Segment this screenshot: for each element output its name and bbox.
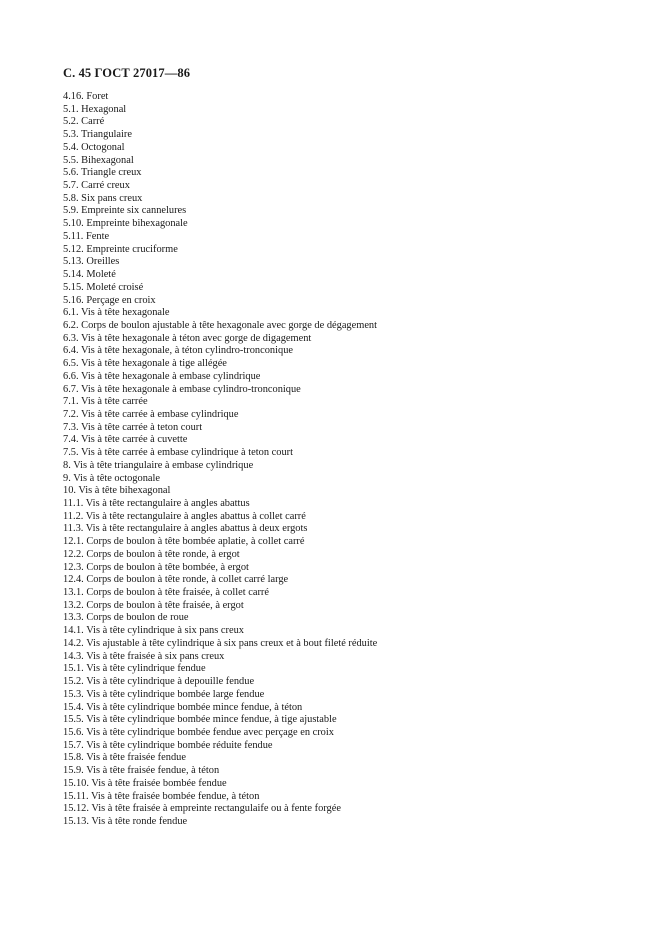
list-item: 15.5. Vis à tête cylindrique bombée mince fendue, à tige ajustable — [63, 714, 337, 726]
list-item: 10. Vis à tête bihexagonal — [63, 485, 171, 497]
list-item: 5.1. Hexagonal — [63, 103, 127, 115]
list-item: 15.12. Vis à tête fraisée à empreinte rectangulaife ou à fente forgée — [63, 803, 341, 815]
list-item: 15.11. Vis à tête fraisée bombée fendue, à téton — [63, 790, 260, 802]
list-item: 12.1. Corps de boulon à tête bombée aplatie, à collet carré — [63, 536, 305, 548]
list-item: 15.4. Vis à tête cylindrique bombée mince fendue, à téton — [63, 701, 303, 713]
list-item: 6.6. Vis à tête hexagonale à embase cylindrique — [63, 370, 261, 382]
list-item: 11.1. Vis à tête rectangulaire à angles abattus — [63, 498, 250, 509]
list-item: 7.3. Vis à tête carrée à teton court — [63, 421, 203, 433]
list-item: 5.13. Oreilles — [63, 256, 120, 268]
list-item: 12.2. Corps de boulon à tête ronde, à ergot — [63, 548, 240, 560]
page-header: С. 45 ГОСТ 27017—86 — [63, 66, 191, 80]
list-item: 5.9. Empreinte six cannelures — [63, 205, 187, 217]
list-item: 5.16. Perçage en croix — [63, 294, 156, 306]
list-item: 14.1. Vis à tête cylindrique à six pans creux — [63, 625, 244, 637]
list-item: 8. Vis à tête triangulaire à embase cylindrique — [63, 459, 254, 471]
list-item: 5.5. Bihexagonal — [63, 154, 134, 166]
list-item: 9. Vis à tête octogonale — [63, 472, 161, 484]
list-item: 7.4. Vis à tête carrée à cuvette — [63, 434, 188, 446]
list-item: 13.1. Corps de boulon à tête fraisée, à collet carré — [63, 587, 269, 599]
list-item: 11.2. Vis à tête rectangulaire à angles abattus à collet carré — [63, 510, 306, 522]
list-item: 7.1. Vis à tête carrée — [63, 396, 148, 408]
list-item: 15.6. Vis à tête cylindrique bombée fendue avec perçage en croix — [63, 726, 334, 738]
list-item: 15.2. Vis à tête cylindrique à depouille fendue — [63, 676, 255, 688]
list-item: 6.7. Vis à tête hexagonale à embase cylindro-tronconique — [63, 383, 301, 395]
list-item: 6.3. Vis à tête hexagonale à téton avec gorge de digagement — [63, 332, 312, 344]
list-item: 13.3. Corps de boulon de roue — [63, 612, 189, 624]
term-list — [63, 91, 377, 829]
list-item: 14.3. Vis à tête fraisée à six pans creux — [63, 650, 225, 662]
list-item: 5.11. Fente — [63, 230, 110, 242]
list-item: 13.2. Corps de boulon à tête fraisée, à ergot — [63, 599, 244, 611]
list-item: 5.8. Six pans creux — [63, 192, 143, 204]
list-item: 15.3. Vis à tête cylindrique bombée large fendue — [63, 688, 265, 700]
list-item: 6.5. Vis à tête hexagonale à tige allégée — [63, 358, 227, 370]
list-item: 5.4. Octogonal — [63, 141, 125, 153]
list-item: 15.9. Vis à tête fraisée fendue, à téton — [63, 765, 220, 777]
list-item: 6.2. Corps de boulon ajustable à tête hexagonale avec gorge de dégagement — [63, 319, 378, 331]
list-item: 4.16. Foret — [63, 91, 109, 102]
list-item: 15.10. Vis à tête fraisée bombée fendue — [63, 777, 227, 789]
list-item: 5.2. Carré — [63, 116, 105, 128]
list-item: 12.3. Corps de boulon à tête bombée, à ergot — [63, 561, 249, 573]
list-item: 5.10. Empreinte bihexagonale — [63, 218, 188, 230]
list-item: 15.1. Vis à tête cylindrique fendue — [63, 663, 206, 675]
list-item: 5.12. Empreinte cruciforme — [63, 243, 178, 255]
list-item: 5.6. Triangle creux — [63, 167, 142, 179]
list-item: 5.7. Carré creux — [63, 180, 130, 192]
list-item: 7.2. Vis à tête carrée à embase cylindrique — [63, 408, 239, 420]
list-item: 7.5. Vis à tête carrée à embase cylindrique à teton court — [63, 447, 293, 459]
list-item: 6.4. Vis à tête hexagonale, à téton cylindro-tronconique — [63, 345, 294, 357]
list-item: 5.14. Moleté — [63, 269, 116, 281]
list-item: 5.3. Triangulaire — [63, 129, 132, 141]
list-item: 14.2. Vis ajustable à tête cylindrique à six pans creux et à bout fileté réduite — [63, 637, 378, 649]
list-item: 11.3. Vis à tête rectangulaire à angles abattus à deux ergots — [63, 523, 308, 535]
list-item: 5.15. Moleté croisé — [63, 281, 144, 293]
list-item: 15.8. Vis à tête fraisée fendue — [63, 752, 186, 764]
list-item: 15.7. Vis à tête cylindrique bombée réduite fendue — [63, 739, 273, 751]
list-item: 15.13. Vis à tête ronde fendue — [63, 815, 188, 827]
list-item: 12.4. Corps de boulon à tête ronde, à collet carré large — [63, 574, 289, 586]
list-item: 6.1. Vis à tête hexagonale — [63, 307, 170, 319]
